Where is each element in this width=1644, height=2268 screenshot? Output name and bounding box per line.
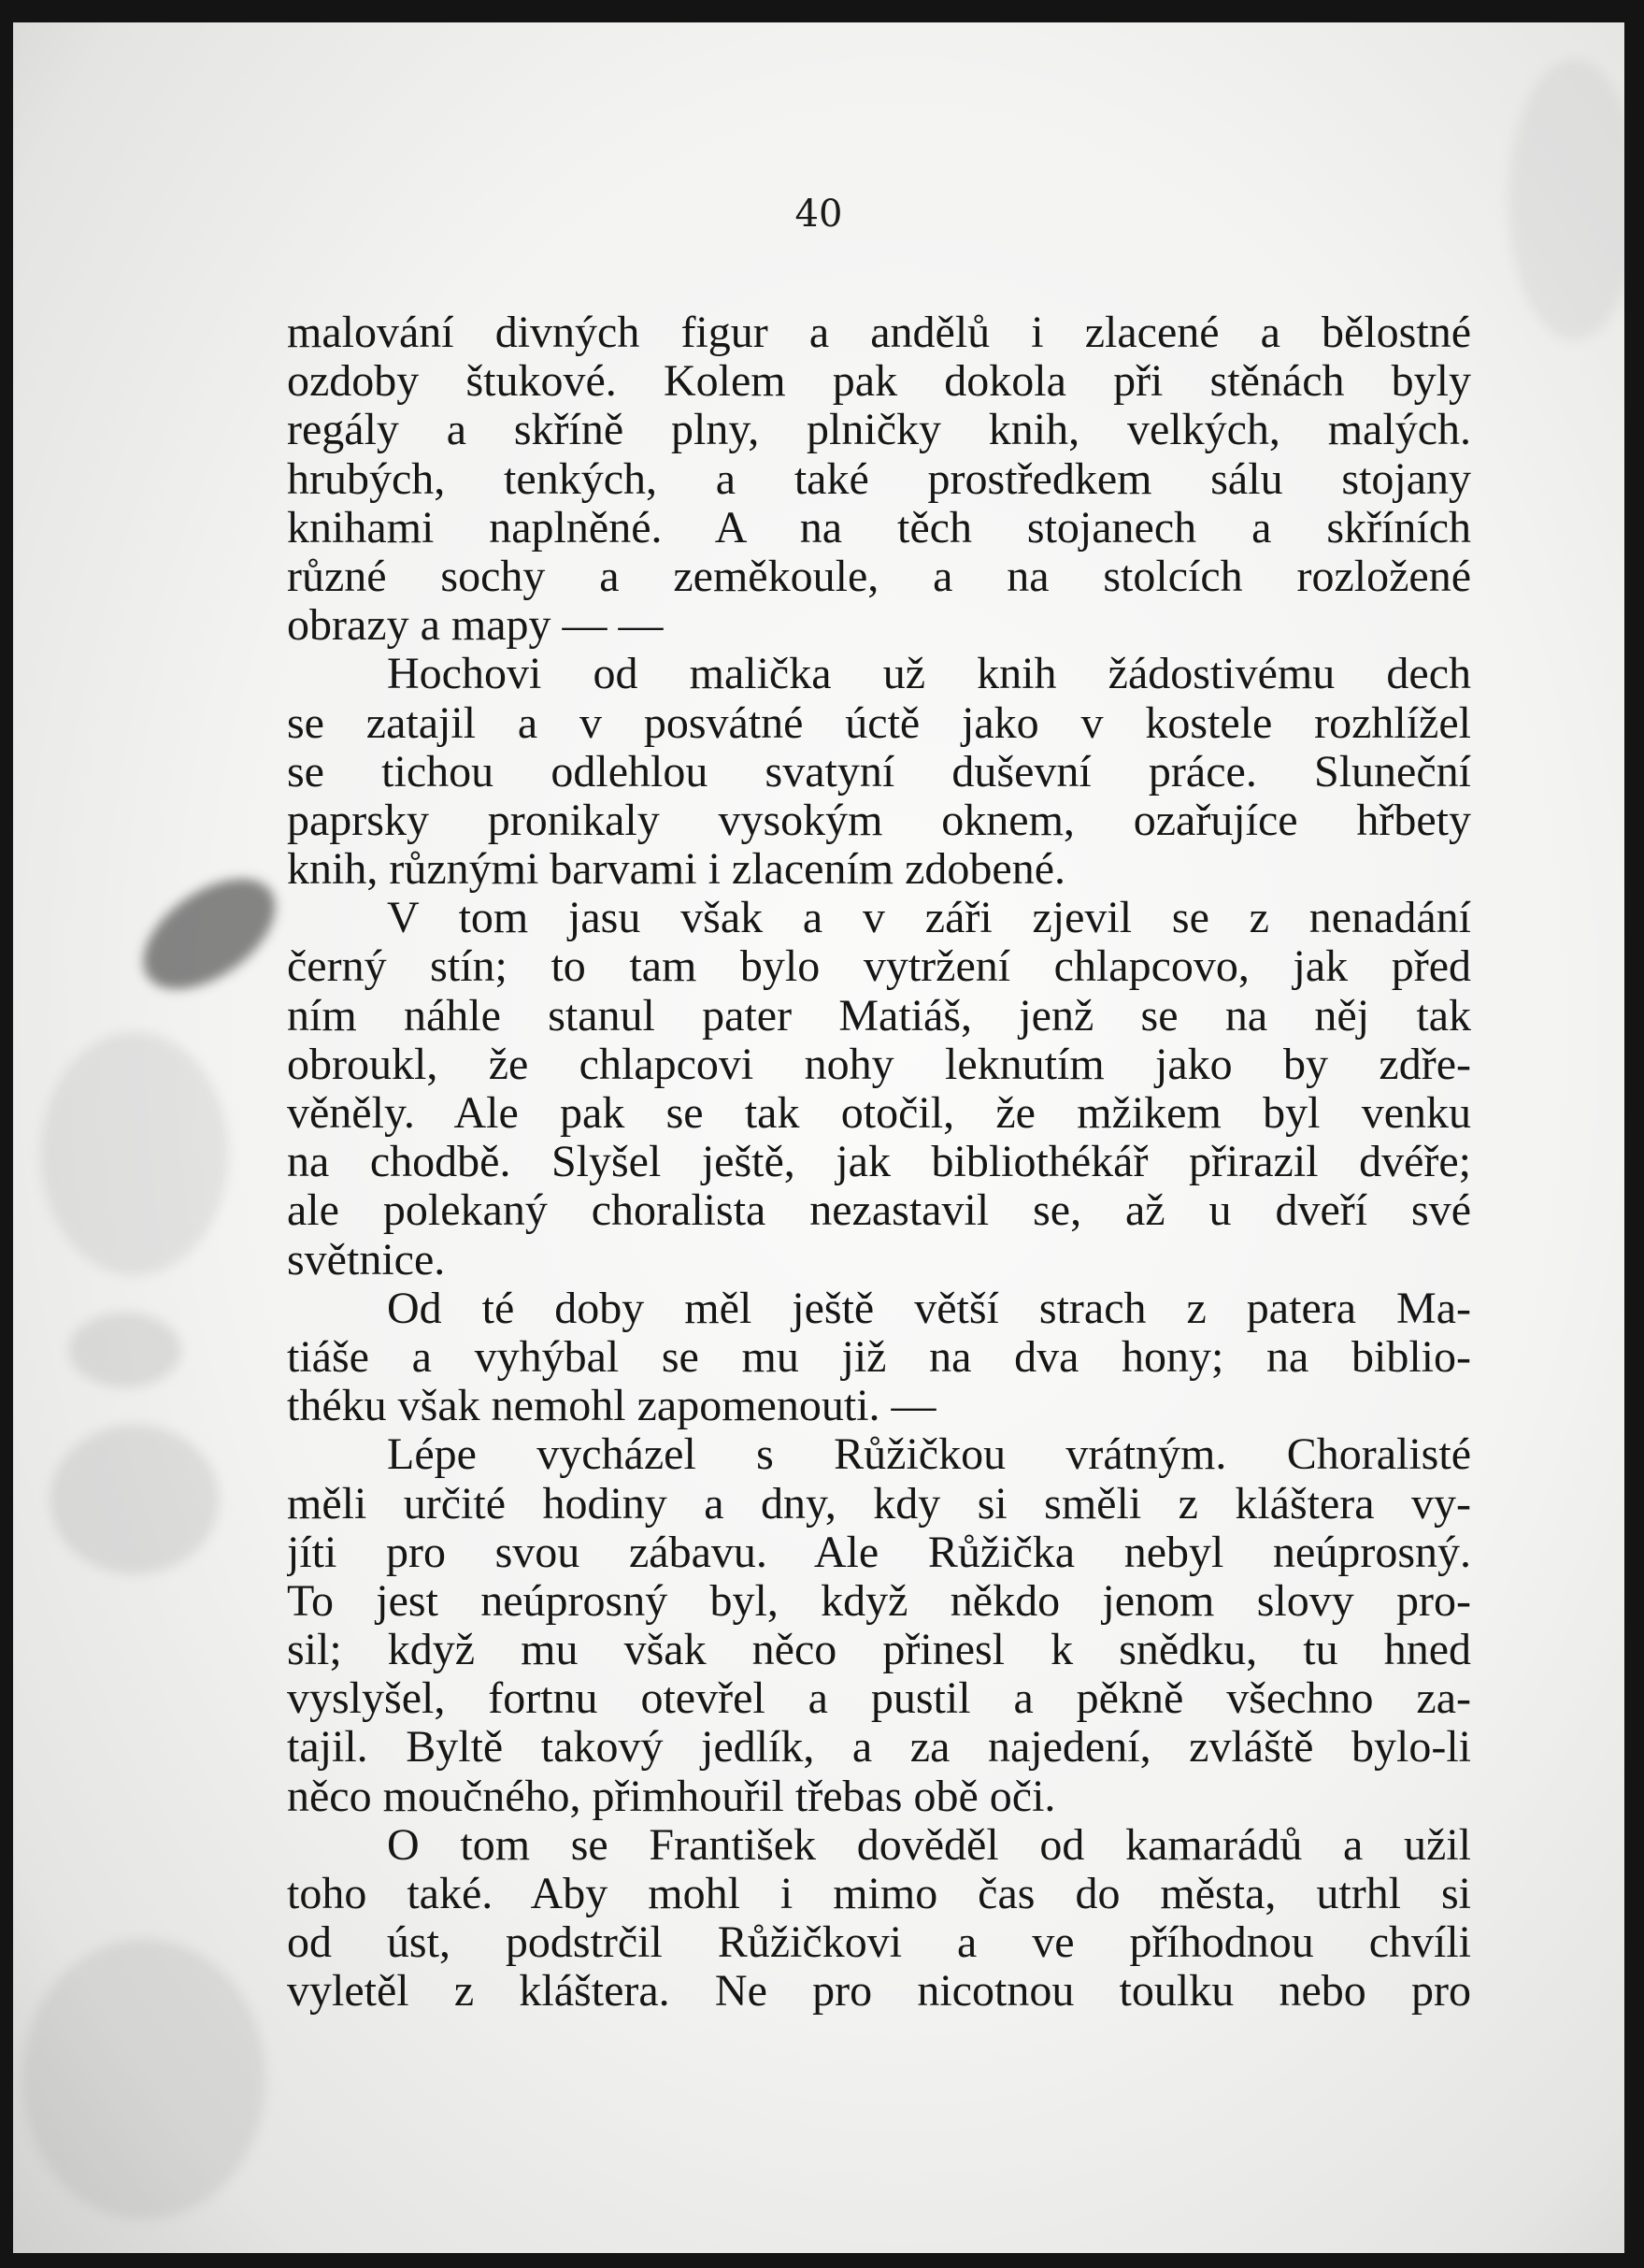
text-line: vyslyšel, fortnu otevřel a pustil a pěkně všechno za- [287,1674,1471,1724]
text-line: na chodbě. Slyšel ještě, jak bibliothékář přirazil dvéře; [287,1138,1471,1187]
text-line: obroukl, že chlapcovi nohy leknutím jako by zdře- [287,1040,1471,1089]
text-line: sil; když mu však něco přinesl k snědku, tu hned [287,1626,1471,1675]
text-line: se zatajil a v posvátné úctě jako v kostele rozhlížel [287,698,1471,748]
text-line: různé sochy a zeměkoule, a na stolcích rozložené [287,552,1471,601]
text-line: V tom jasu však a v záři zjevil se z nenadání [387,894,1471,943]
text-line: obrazy a mapy — — [287,601,664,651]
text-line: hrubých, tenkých, a také prostředkem sálu stojany [287,454,1471,504]
stain [50,1425,219,1574]
text-line: malování divných figur a andělů i zlacené a bělostné [287,309,1471,357]
body-text [287,309,1471,2017]
text-line: toho také. Aby mohl i mimo čas do města, utrhl si [287,1870,1471,1918]
text-line: od úst, podstrčil Růžičkovi a ve příhodnou chvíli [287,1918,1471,1968]
text-line: théku však nemohl zapomenouti. — [287,1382,936,1431]
text-line: tiáše a vyhýbal se mu již na dva hony; na biblio- [287,1332,1471,1382]
text-line: jíti pro svou zábavu. Ale Růžička nebyl neúprosný. [287,1528,1471,1577]
stain [41,1032,228,1275]
stain [69,1313,181,1387]
ink-smudge [124,856,295,1011]
text-line: knihami naplněné. A na těch stojanech a skříních [287,503,1471,553]
text-line: ním náhle stanul pater Matiáš, jenž se na něj tak [287,991,1471,1041]
text-line: černý stín; to tam bylo vytržení chlapcovo, jak před [287,942,1471,992]
text-line: Lépe vycházel s Růžičkou vrátným. Choralisté [387,1430,1471,1480]
text-line: ale polekaný choralista nezastavil se, až u dveří své [287,1186,1471,1236]
text-line: něco moučného, přimhouřil třebas obě oči. [287,1772,1056,1821]
text-line: knih, různými barvami i zlacením zdobené. [287,845,1066,895]
text-line: se tichou odlehlou svatyní duševní práce. Sluneční [287,747,1471,797]
text-line: paprsky pronikaly vysokým oknem, ozařujíce hřbety [287,796,1471,845]
stain [22,1939,265,2219]
text-line: Hochovi od malička už knih žádostivému dech [387,650,1471,699]
text-line: ozdoby štukové. Kolem pak dokola při stěnách byly [287,357,1471,407]
text-line: světnice. [287,1235,446,1285]
text-line: tajil. Byltě takový jedlík, a za najedení, zvláště bylo-li [287,1723,1471,1773]
text-line: vyletěl z kláštera. Ne pro nicotnou toulku nebo pro [287,1967,1471,2017]
page-number: 40 [794,193,843,236]
paper-sheet [13,22,1624,2253]
text-line: To jest neúprosný byl, když někdo jenom slovy pro- [287,1576,1471,1626]
text-line: regály a skříně plny, plničky knih, velkých, malých. [287,406,1471,455]
text-line: věněly. Ale pak se tak otočil, že mžikem byl venku [287,1089,1471,1138]
text-line: Od té doby měl ještě větší strach z patera Ma- [387,1284,1471,1333]
text-line: měli určité hodiny a dny, kdy si směli z kláštera vy- [287,1479,1471,1529]
text-line: O tom se František dověděl od kamarádů a užil [387,1820,1471,1870]
